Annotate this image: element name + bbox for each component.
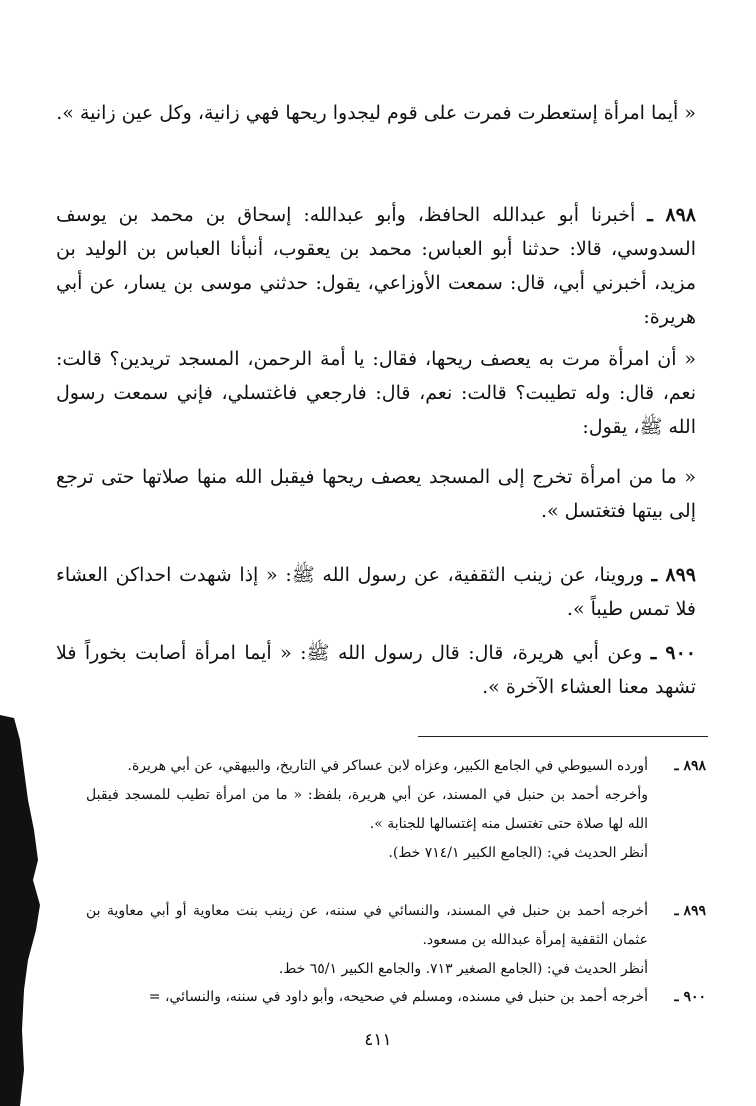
hadith-quote-1: « أيما امرأة إستعطرت فمرت على قوم ليجدوا ريحها فهي زانية، وكل عين زانية ». [56, 102, 696, 124]
page-number: ٤١١ [364, 1030, 392, 1050]
hadith-900: ٩٠٠ ـ وعن أبي هريرة، قال: قال رسول الله ﷺ: « أيما امرأة أصابت بخوراً فلا تشهد معنا العشاء الآخرة ». [56, 642, 697, 698]
footnote-line: أنظر الحديث في: (الجامع الكبير ٧١٤/١ خط). [388, 845, 648, 861]
footnote-900 [86, 983, 706, 1012]
hadith-number: ٩٠٠ ـ [650, 642, 697, 664]
footnote-line: أخرجه أحمد بن حنبل في مسنده، ومسلم في صحيحه، وأبو داود في سننه، والنسائي، = [148, 989, 648, 1005]
footnote-number: ٩٠٠ ـ [674, 989, 706, 1005]
torn-page-edge [0, 0, 60, 1106]
footnote-line: أنظر الحديث في: (الجامع الصغير ٧١٣. والجامع الكبير ٦٥/١ خط. [278, 961, 648, 977]
hadith-898-chain: ٨٩٨ ـ أخبرنا أبو عبدالله الحافظ، وأبو عبدالله: إسحاق بن محمد بن يوسف السدوسي، قالا: حدثنا أبو العباس: محمد بن يعقوب، أنبأنا العباس بن الوليد بن مزيد، أخبرني أبي، قال: سمعت الأوزاعي، يقول: حدثني موسى بن يسار، عن أبي هريرة: [56, 204, 696, 328]
footnote-separator [418, 736, 708, 737]
footnote-line: وأخرجه أحمد بن حنبل في المسند، عن أبي هريرة، بلفظ: « ما من امرأة تطيب للمسجد فيقبل الله لها صلاة حتى تغتسل منه إغتسالها للجنابة ». [86, 787, 648, 832]
hadith-number: ٨٩٨ ـ [647, 204, 696, 226]
footnote-898 [86, 752, 706, 868]
footnote-899 [86, 897, 706, 984]
footnote-line: أورده السيوطي في الجامع الكبير، وعزاه لابن عساكر في التاريخ، والبيهقي، عن أبي هريرة. [127, 758, 648, 774]
hadith-quote-2: « أن امرأة مرت به يعصف ريحها، فقال: يا أمة الرحمن، المسجد تريدين؟ قالت: نعم، قال: وله تطيبت؟ قالت: نعم، قال: فارجعي فاغتسلي، فإني سمعت رسول الله ﷺ، يقول: [56, 348, 696, 438]
hadith-899: ٨٩٩ ـ وروينا، عن زينب الثقفية، عن رسول الله ﷺ: « إذا شهدت احداكن العشاء فلا تمس طيباً ». [56, 564, 696, 620]
hadith-number: ٨٩٩ ـ [651, 564, 696, 586]
footnote-line: أخرجه أحمد بن حنبل في المسند، والنسائي في سننه، عن زينب بنت معاوية أو أبي معاوية بن عثمان الثقفية إمرأة عبدالله بن مسعود. [86, 903, 648, 948]
hadith-quote-3: « ما من امرأة تخرج إلى المسجد يعصف ريحها فيقبل الله منها صلاتها حتى ترجع إلى بيتها فتغتسل ». [56, 466, 696, 522]
footnote-number: ٨٩٨ ـ [674, 758, 706, 774]
footnote-number: ٨٩٩ ـ [674, 903, 706, 919]
